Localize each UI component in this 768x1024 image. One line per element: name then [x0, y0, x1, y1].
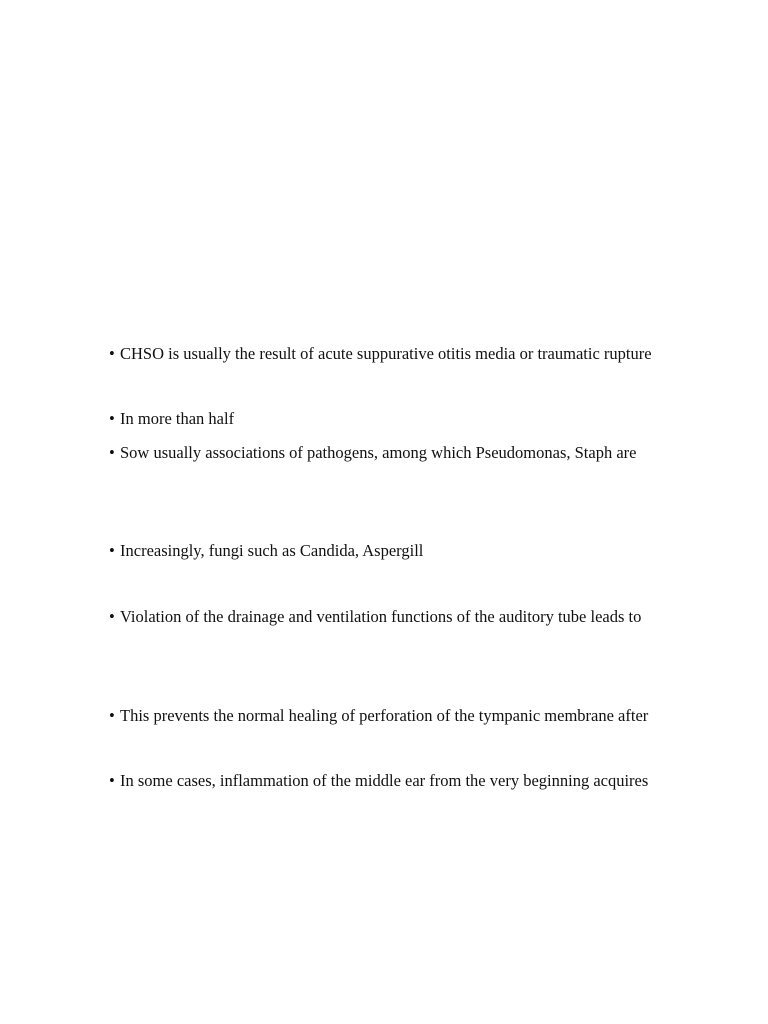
bullet-text: Violation of the drainage and ventilation functions of the auditory tube leads to	[120, 607, 642, 626]
bullet-marker: •	[109, 443, 115, 462]
bullet-text: In some cases, inflammation of the middle ear from the very beginning acquires	[120, 771, 649, 790]
bullet-marker: •	[109, 607, 115, 626]
bullet-item	[109, 409, 234, 429]
bullet-item	[109, 607, 641, 627]
bullet-item	[109, 706, 648, 726]
bullet-item	[109, 541, 423, 561]
bullet-text: Sow usually associations of pathogens, among which Pseudomonas, Staph are	[120, 443, 637, 462]
bullet-item	[109, 443, 636, 463]
bullet-marker: •	[109, 344, 115, 363]
bullet-text: In more than half	[120, 409, 235, 428]
bullet-item	[109, 771, 648, 791]
bullet-text: Increasingly, fungi such as Candida, Aspergill	[120, 541, 424, 560]
bullet-text: This prevents the normal healing of perforation of the tympanic membrane after	[120, 706, 649, 725]
bullet-marker: •	[109, 771, 115, 790]
bullet-marker: •	[109, 409, 115, 428]
bullet-marker: •	[109, 541, 115, 560]
bullet-text: CHSO is usually the result of acute suppurative otitis media or traumatic rupture	[120, 344, 652, 363]
bullet-item	[109, 344, 652, 364]
bullet-marker: •	[109, 706, 115, 725]
